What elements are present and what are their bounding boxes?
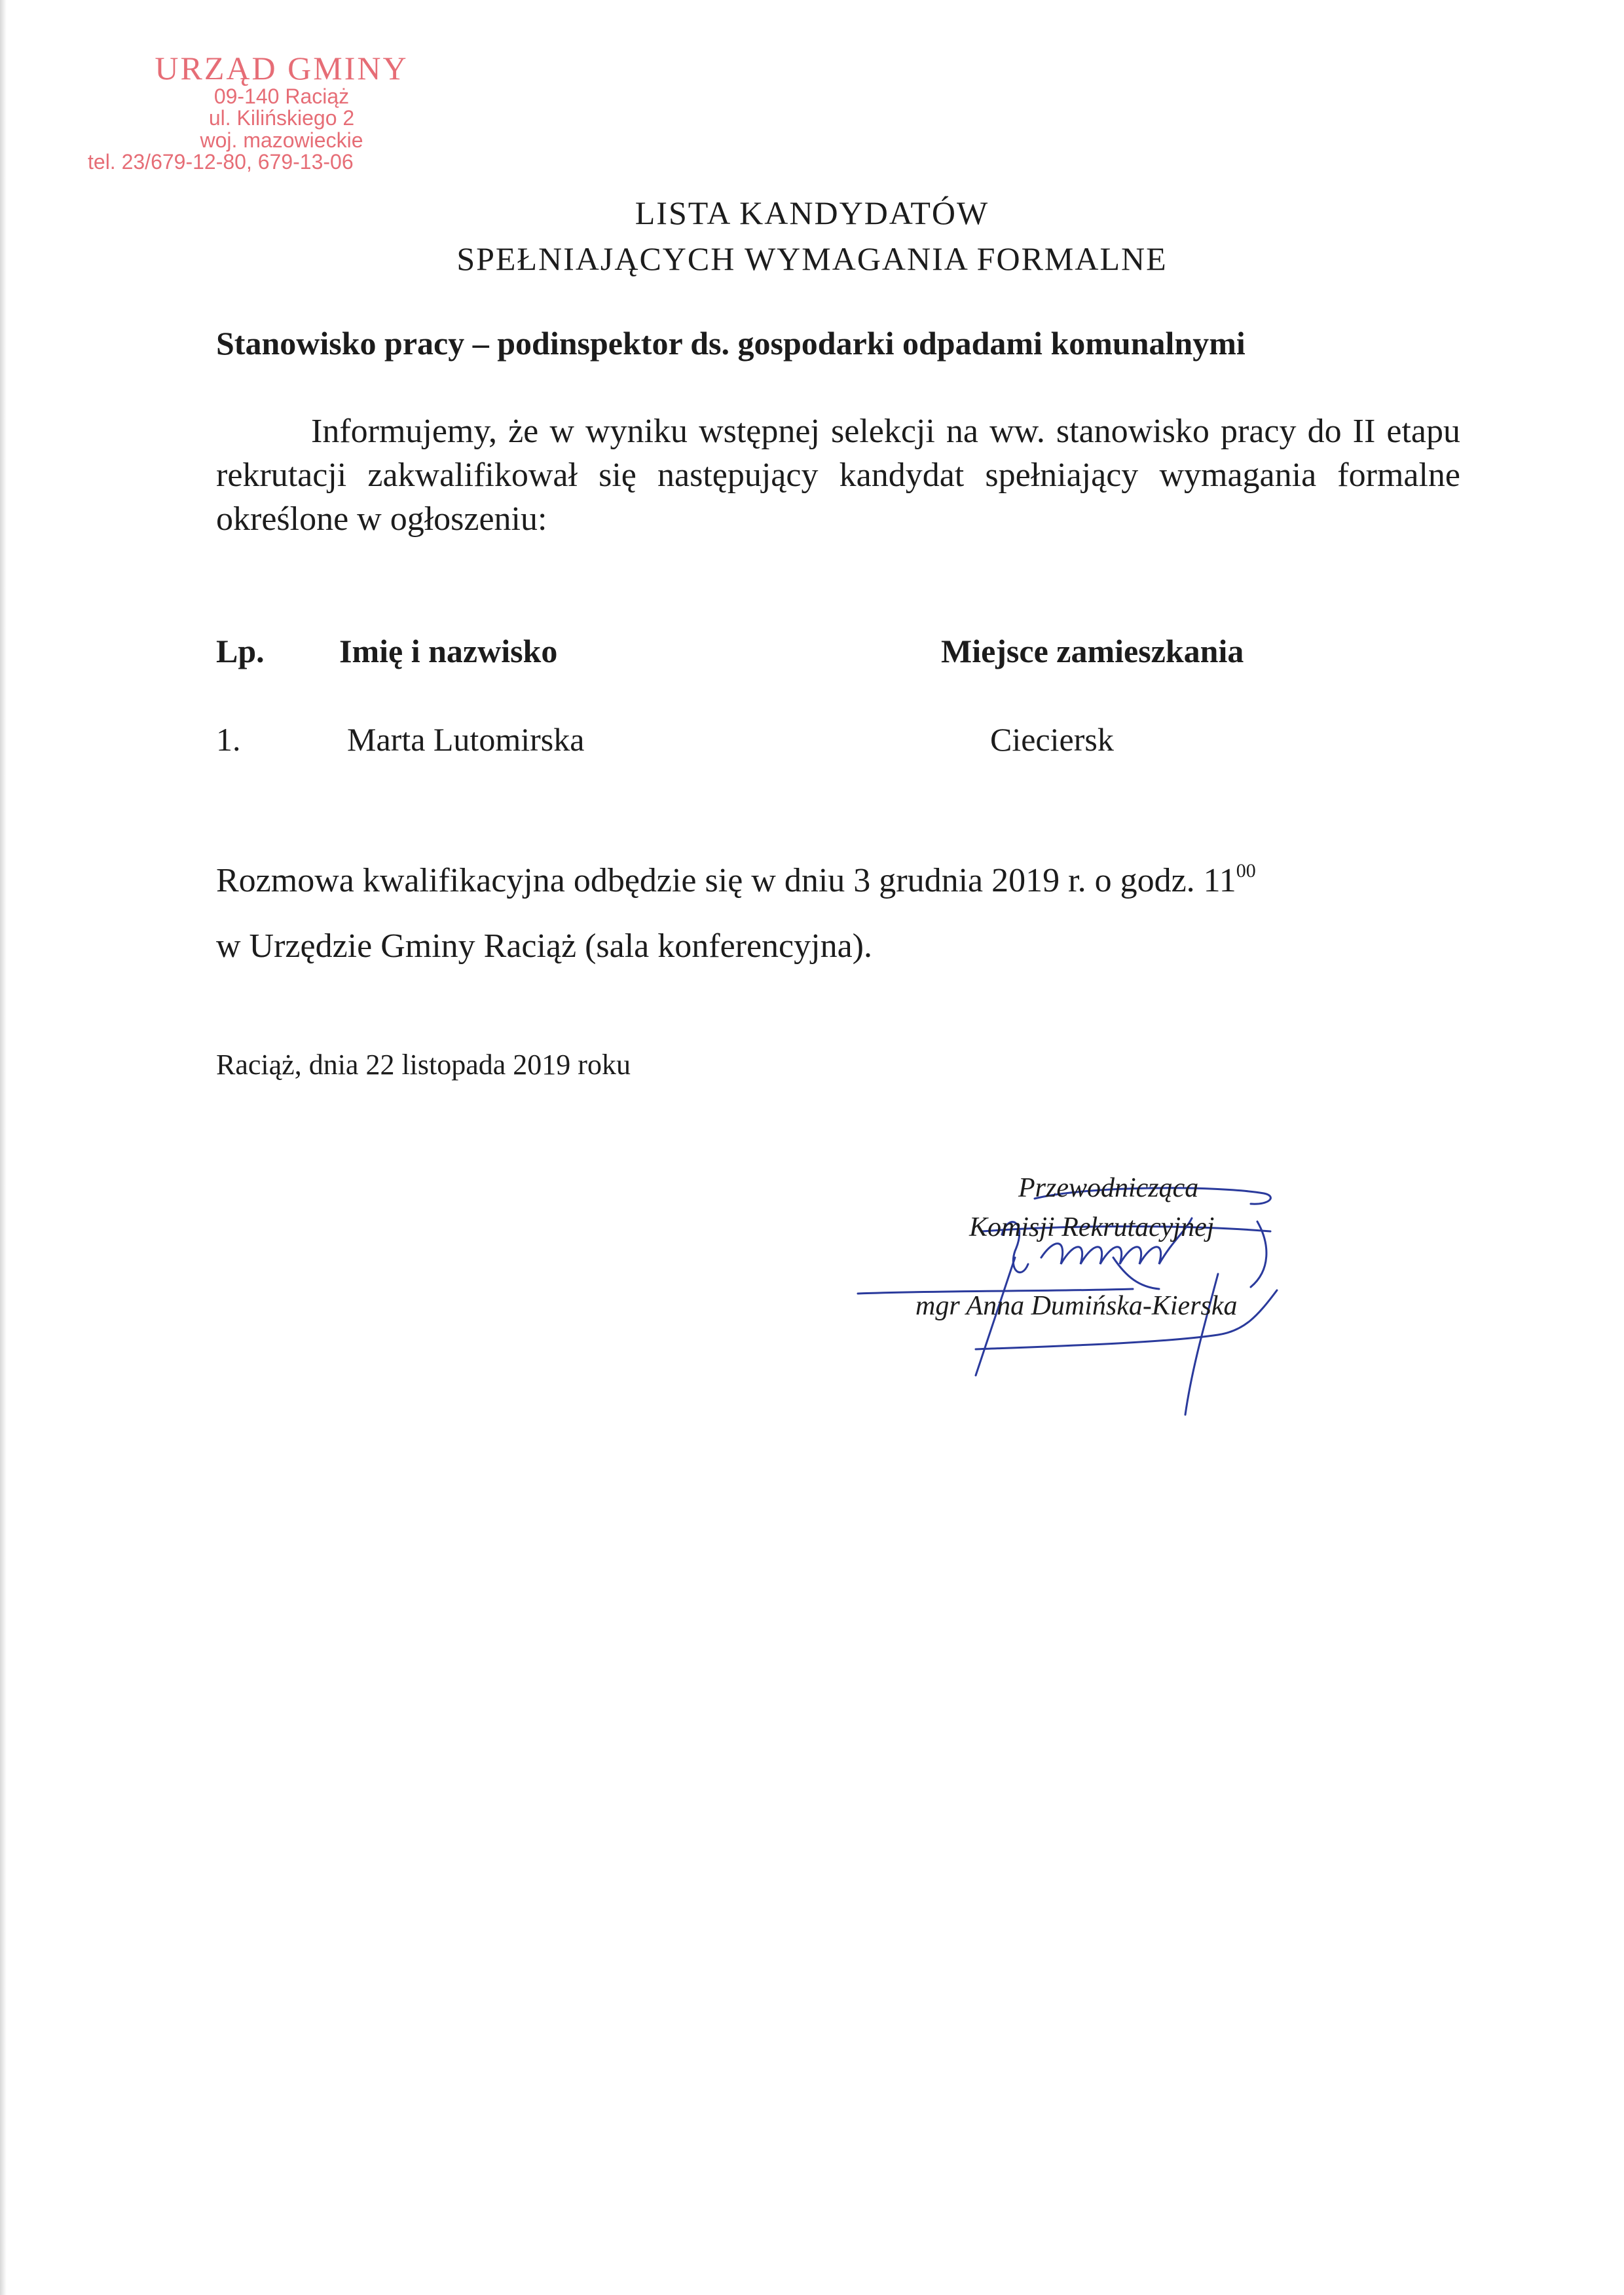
meeting-line-2: w Urzędzie Gminy Raciąż (sala konferencyjna). (216, 927, 872, 965)
intro-text: Informujemy, że w wyniku wstępnej selekcji na ww. stanowisko pracy do II etapu rekrutacji zakwalifikował się następujący kandydat spełniający wymagania formalne określone w ogłoszeniu: (216, 413, 1460, 538)
meeting-line-1 (216, 848, 1460, 914)
title-line-1: LISTA KANDYDATÓW (635, 195, 989, 231)
meeting-time-minutes: 00 (1236, 860, 1256, 882)
stamp-phone: tel. 23/679-12-80, 679-13-06 (88, 150, 354, 174)
signature-role-line-2: Komisji Rekrutacyjnej (969, 1212, 1215, 1242)
signature-block (851, 1159, 1375, 1421)
row-1-residence: Cieciersk (990, 721, 1114, 758)
header-residence: Miejsce zamieszkania (941, 633, 1244, 669)
meeting-text: Rozmowa kwalifikacyjna odbędzie się w dniu 3 grudnia 2019 r. o godz. 11 (216, 862, 1236, 899)
date-line: Raciąż, dnia 22 listopada 2019 roku (216, 1049, 631, 1081)
row-1-lp: 1. (216, 721, 241, 758)
stamp-region: woj. mazowieckie (200, 128, 363, 152)
scan-edge-shadow (0, 0, 7, 2295)
header-name: Imię i nazwisko (339, 633, 558, 669)
signature-role-line-1: Przewodnicząca (1018, 1173, 1199, 1203)
stamp-title: URZĄD GMINY (155, 50, 409, 86)
stamp-street: ul. Kilińskiego 2 (208, 106, 355, 130)
signature-name: mgr Anna Dumińska-Kierska (915, 1291, 1238, 1321)
row-1-name: Marta Lutomirska (347, 721, 585, 758)
document-title (0, 190, 1624, 282)
header-lp: Lp. (216, 633, 265, 669)
position-heading: Stanowisko pracy – podinspektor ds. gospodarki odpadami komunalnymi (216, 325, 1246, 362)
office-stamp (88, 50, 432, 174)
title-line-2: SPEŁNIAJĄCYCH WYMAGANIA FORMALNE (456, 240, 1168, 277)
stamp-postal: 09-140 Raciąż (213, 84, 350, 108)
meeting-paragraph (216, 848, 1460, 979)
intro-paragraph (216, 409, 1460, 541)
